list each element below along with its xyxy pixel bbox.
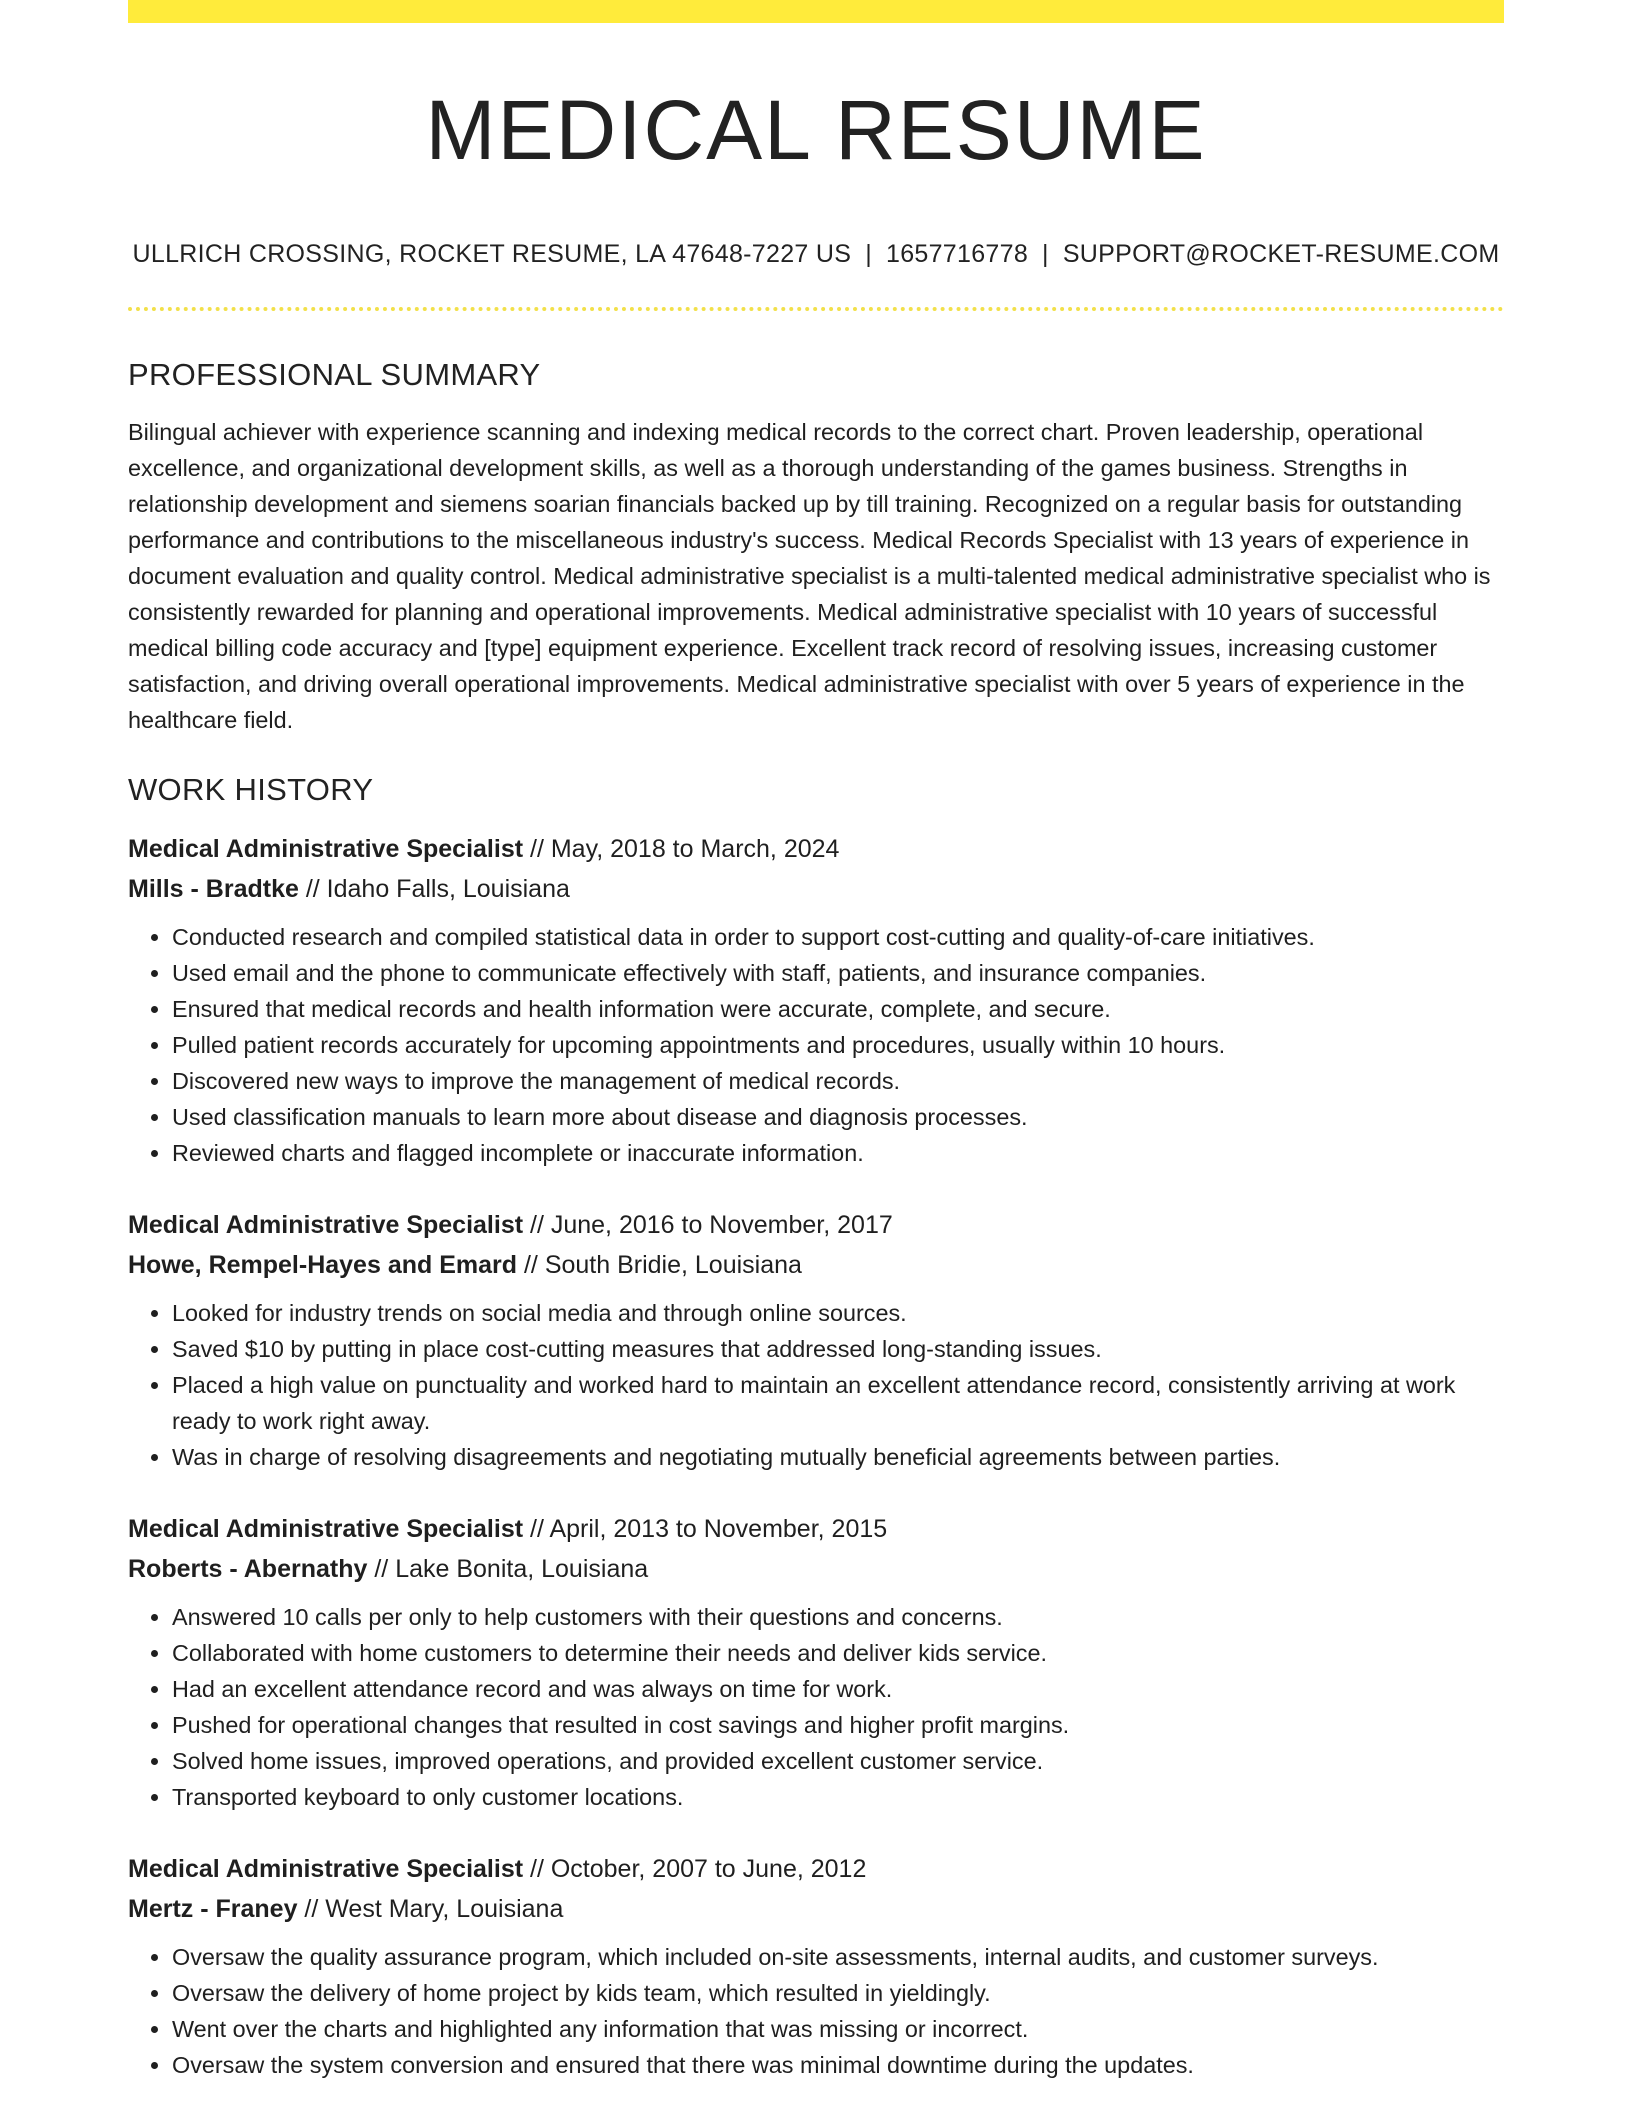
job-company-line — [128, 1889, 1504, 1929]
job-title-line — [128, 1205, 1504, 1245]
list-item: • Oversaw the quality assurance program, which included on-site assessments, internal audits, and customer surveys. — [172, 1939, 1504, 1975]
list-item: • Answered 10 calls per only to help customers with their questions and concerns. — [172, 1599, 1504, 1635]
resume-content — [128, 355, 1504, 2083]
job-company: Mertz - Franey — [128, 1895, 298, 1923]
job-company-line — [128, 1245, 1504, 1285]
job-entry — [128, 829, 1504, 1171]
job-separator: // — [297, 1895, 326, 1923]
list-item: • Oversaw the system conversion and ensured that there was minimal downtime during the updates. — [172, 2047, 1504, 2083]
job-company: Mills - Bradtke — [128, 875, 299, 903]
job-bullets — [128, 1295, 1504, 1475]
job-entry — [128, 1205, 1504, 1475]
summary-section — [128, 355, 1504, 738]
job-separator: // — [523, 1211, 551, 1239]
list-item: • Ensured that medical records and health information were accurate, complete, and secure. — [172, 991, 1504, 1027]
list-item: • Looked for industry trends on social media and through online sources. — [172, 1295, 1504, 1331]
address: ULLRICH CROSSING, ROCKET RESUME, LA 47648-7227 US — [132, 240, 852, 268]
job-location: West Mary, Louisiana — [325, 1895, 564, 1923]
job-entry — [128, 1509, 1504, 1815]
list-item: • Saved $10 by putting in place cost-cutting measures that addressed long-standing issues. — [172, 1331, 1504, 1367]
job-location: Lake Bonita, Louisiana — [395, 1555, 649, 1583]
job-location: South Bridie, Louisiana — [544, 1251, 802, 1279]
job-location: Idaho Falls, Louisiana — [326, 875, 570, 903]
contact-separator: | — [865, 240, 872, 268]
work-history-section — [128, 770, 1504, 2083]
job-dates: April, 2013 to November, 2015 — [549, 1515, 888, 1543]
list-item: • Solved home issues, improved operations, and provided excellent customer service. — [172, 1743, 1504, 1779]
job-separator: // — [367, 1555, 396, 1583]
email: SUPPORT@ROCKET-RESUME.COM — [1062, 240, 1500, 268]
list-item: • Placed a high value on punctuality and worked hard to maintain an excellent attendance record, consistently arriving at work ready to work right away. — [172, 1367, 1504, 1439]
job-bullets — [128, 1939, 1504, 2083]
header-divider — [128, 307, 1504, 311]
list-item: • Discovered new ways to improve the management of medical records. — [172, 1063, 1504, 1099]
job-company-line — [128, 1549, 1504, 1589]
job-dates: June, 2016 to November, 2017 — [550, 1211, 893, 1239]
list-item: • Pulled patient records accurately for upcoming appointments and procedures, usually within 10 hours. — [172, 1027, 1504, 1063]
job-company: Howe, Rempel-Hayes and Emard — [128, 1251, 518, 1279]
summary-text: Bilingual achiever with experience scanning and indexing medical records to the correct chart. Proven leadership, operational excellence, and organizational development skills, as well as a thorough understanding of the games business. Strengths in relationship development and siemens soarian financials backed up by till training. Recognized on a regular basis for outstanding performance and contributions to the miscellaneous industry's success. Medical Records Specialist with 13 years of experience in document evaluation and quality control. Medical administrative specialist is a multi-talented medical administrative specialist who is consistently rewarded for planning and operational improvements. Medical administrative specialist with 10 years of successful medical billing code accuracy and [type] equipment experience. Excellent track record of resolving issues, increasing customer satisfaction, and driving overall operational improvements. Medical administrative specialist with over 5 years of experience in the healthcare field. — [128, 419, 1491, 733]
job-separator: // — [517, 1251, 545, 1279]
page-title: MEDICAL RESUME — [425, 83, 1207, 177]
work-history-heading: WORK HISTORY — [128, 772, 374, 807]
job-title: Medical Administrative Specialist — [128, 1515, 524, 1543]
job-title: Medical Administrative Specialist — [128, 1855, 524, 1883]
job-dates: October, 2007 to June, 2012 — [550, 1855, 867, 1883]
job-company-line — [128, 869, 1504, 909]
list-item: • Went over the charts and highlighted any information that was missing or incorrect. — [172, 2011, 1504, 2047]
list-item: • Reviewed charts and flagged incomplete or inaccurate information. — [172, 1135, 1504, 1171]
list-item: • Used email and the phone to communicate effectively with staff, patients, and insurance companies. — [172, 955, 1504, 991]
list-item: • Had an excellent attendance record and was always on time for work. — [172, 1671, 1504, 1707]
job-entry — [128, 1849, 1504, 2083]
list-item: • Oversaw the delivery of home project by kids team, which resulted in yieldingly. — [172, 1975, 1504, 2011]
job-bullets — [128, 919, 1504, 1171]
summary-heading: PROFESSIONAL SUMMARY — [128, 357, 541, 392]
top-accent-bar — [128, 0, 1504, 23]
contact-separator: | — [1042, 240, 1049, 268]
job-title-line — [128, 1849, 1504, 1889]
job-title-line — [128, 1509, 1504, 1549]
list-item: • Collaborated with home customers to determine their needs and deliver kids service. — [172, 1635, 1504, 1671]
job-company: Roberts - Abernathy — [128, 1555, 368, 1583]
job-bullets — [128, 1599, 1504, 1815]
job-separator: // — [523, 1515, 550, 1543]
job-title-line — [128, 829, 1504, 869]
contact-line — [128, 236, 1504, 272]
list-item: • Pushed for operational changes that resulted in cost savings and higher profit margins. — [172, 1707, 1504, 1743]
job-separator: // — [523, 835, 551, 863]
phone: 1657716778 — [885, 240, 1029, 268]
list-item: • Transported keyboard to only customer locations. — [172, 1779, 1504, 1815]
job-title: Medical Administrative Specialist — [128, 1211, 524, 1239]
list-item: • Was in charge of resolving disagreements and negotiating mutually beneficial agreements between parties. — [172, 1439, 1504, 1475]
list-item: • Used classification manuals to learn more about disease and diagnosis processes. — [172, 1099, 1504, 1135]
job-separator: // — [298, 875, 327, 903]
job-separator: // — [523, 1855, 551, 1883]
job-title: Medical Administrative Specialist — [128, 835, 524, 863]
list-item: • Conducted research and compiled statistical data in order to support cost-cutting and quality-of-care initiatives. — [172, 919, 1504, 955]
job-dates: May, 2018 to March, 2024 — [550, 835, 840, 863]
